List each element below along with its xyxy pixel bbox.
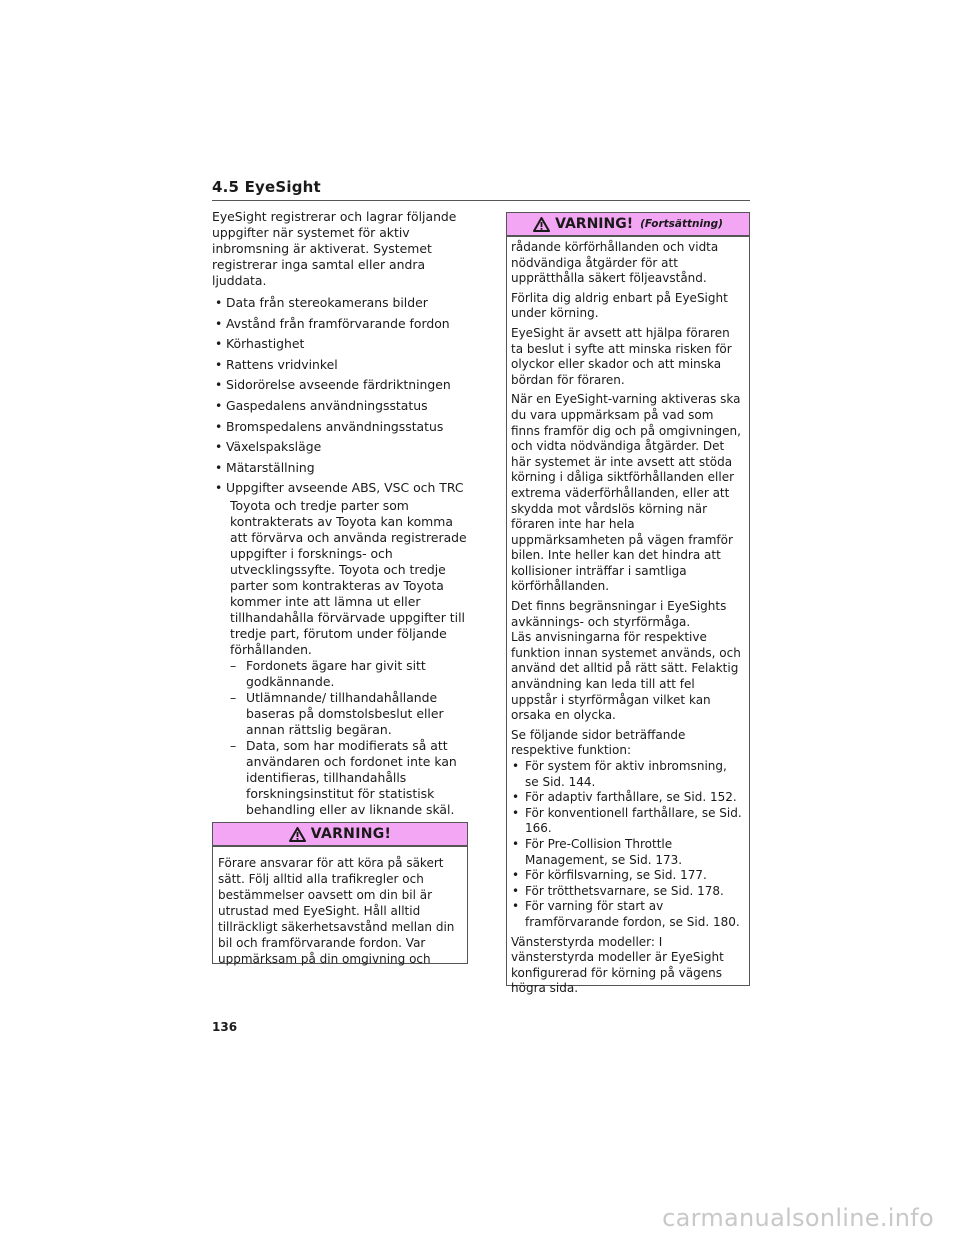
continued-label: (Fortsättning) (640, 218, 723, 230)
title-divider (212, 200, 750, 201)
list-item: • Sidorörelse avseende färdriktningen (212, 377, 474, 393)
list-item: – Data, som har modifierats så att användaren och fordonet inte kan identifieras, tillhandahålls forskningsinstitut för statistisk behandling eller av liknande skäl. (230, 738, 474, 818)
paragraph: Vänsterstyrda modeller: I vänsterstyrda modeller är EyeSight konfigurerad för körning på vägens högra sida. (511, 934, 724, 996)
list-item: • Data från stereokamerans bilder (212, 295, 474, 311)
paragraph: EyeSight är avsett att hjälpa föraren ta beslut i syfte att minska risken för olyckor eller skador och att minska bördan för föraren. (511, 325, 732, 387)
warning-triangle-icon (533, 217, 550, 232)
intro-paragraph: EyeSight registrerar och lagrar följande uppgifter när systemet för aktiv inbromsning är aktiverat. Systemet registrerar inga samtal eller andra ljuddata. (212, 209, 457, 288)
list-item: • Mätarställning (212, 460, 474, 476)
list-item: • Avstånd från framförvarande fordon (212, 316, 474, 332)
warning-label: VARNING! (310, 826, 392, 842)
list-item: • Uppgifter avseende ABS, VSC och TRC (212, 480, 474, 496)
section-title: 4.5 EyeSight (212, 178, 321, 196)
paragraph: rådande körförhållanden och vidta nödvändiga åtgärder för att upprätthålla säkert följeavstånd. (511, 240, 719, 286)
list-item: • Körhastighet (212, 336, 474, 352)
list-item: – Fordonets ägare har givit sitt godkännande. (230, 658, 474, 690)
list-item: • Gaspedalens användningsstatus (212, 398, 474, 414)
warning-triangle-icon (289, 827, 306, 842)
list-item: • För adaptiv farthållare, se Sid. 152. (511, 790, 743, 806)
recorded-data-list (212, 295, 474, 496)
watermark: carmanualsonline.info (662, 1204, 934, 1232)
left-column (212, 209, 474, 818)
paragraph: När en EyeSight-varning aktiveras ska du vara uppmärksam på vad som finns framför dig och på omgivningen, och vidta nödvändiga åtgärder. Det här systemet är inte avsett att stöda körning i dåliga siktförhållanden eller extrema väderförhållanden, eller att skydda mot vårdslös körning när föraren inte har hela uppmärksamheten på vägen framför bilen. Inte heller kan det hindra att kollisioner inträffar i samtliga körförhållanden. (511, 392, 741, 594)
warning-header (213, 823, 467, 847)
list-item: • Växelspaksläge (212, 439, 474, 455)
list-item: – Utlämnande/ tillhandahållande baseras på domstolsbeslut eller annan rättslig begäran. (230, 690, 474, 738)
warning-box (212, 822, 468, 964)
list-item: • Bromspedalens användningsstatus (212, 419, 474, 435)
data-usage-paragraph: Toyota och tredje parter som kontrakterats av Toyota kan komma att förvärva och använda registrerade uppgifter i forsknings- och utvecklingssyfte. Toyota och tredje parter som kontrakteras av Toyota kommer inte att lämna ut eller tillhandahålla förvärvade uppgifter till tredje part, förutom under följande förhållanden. (230, 498, 467, 658)
list-item: • För konventionell farthållare, se Sid. 166. (511, 806, 743, 837)
page-number: 136 (212, 1020, 238, 1034)
list-item: • För varning för start av framförvarande fordon, se Sid. 180. (511, 899, 743, 930)
warning-continued-header (507, 213, 749, 237)
paragraph: Se följande sidor beträffande respektive funktion: (511, 727, 686, 758)
warning-continued-box (506, 212, 750, 996)
warning-text: Förare ansvarar för att köra på säkert sätt. Följ alltid alla trafikregler och bestämmelser oavsett om din bil är utrustad med EyeSight. Håll alltid tillräckligt säkerhetsavstånd mellan din bil och framförvarande fordon. Var uppmärksam på din omgivning och (218, 856, 455, 966)
function-reference-list (511, 759, 743, 931)
warning-continued-text (507, 237, 749, 997)
paragraph: Läs anvisningarna för respektive funktion innan systemet används, och använd det alltid på rätt sätt. Felaktig användning kan leda till att fel uppstår i styrförmågan vilket kan orsaka en olycka. (511, 630, 741, 723)
paragraph: Förlita dig aldrig enbart på EyeSight under körning. (511, 290, 728, 321)
disclosure-conditions-list (212, 658, 474, 818)
list-item: • För system för aktiv inbromsning, se Sid. 144. (511, 759, 743, 790)
list-item: • Rattens vridvinkel (212, 357, 474, 373)
list-item: • För trötthetsvarnare, se Sid. 178. (511, 884, 743, 900)
list-item: • För körfilsvarning, se Sid. 177. (511, 868, 743, 884)
warning-label: VARNING! (555, 216, 634, 232)
list-item: • För Pre-Collision Throttle Management, se Sid. 173. (511, 837, 743, 868)
paragraph: Det finns begränsningar i EyeSights avkännings- och styrförmåga. (511, 599, 727, 629)
